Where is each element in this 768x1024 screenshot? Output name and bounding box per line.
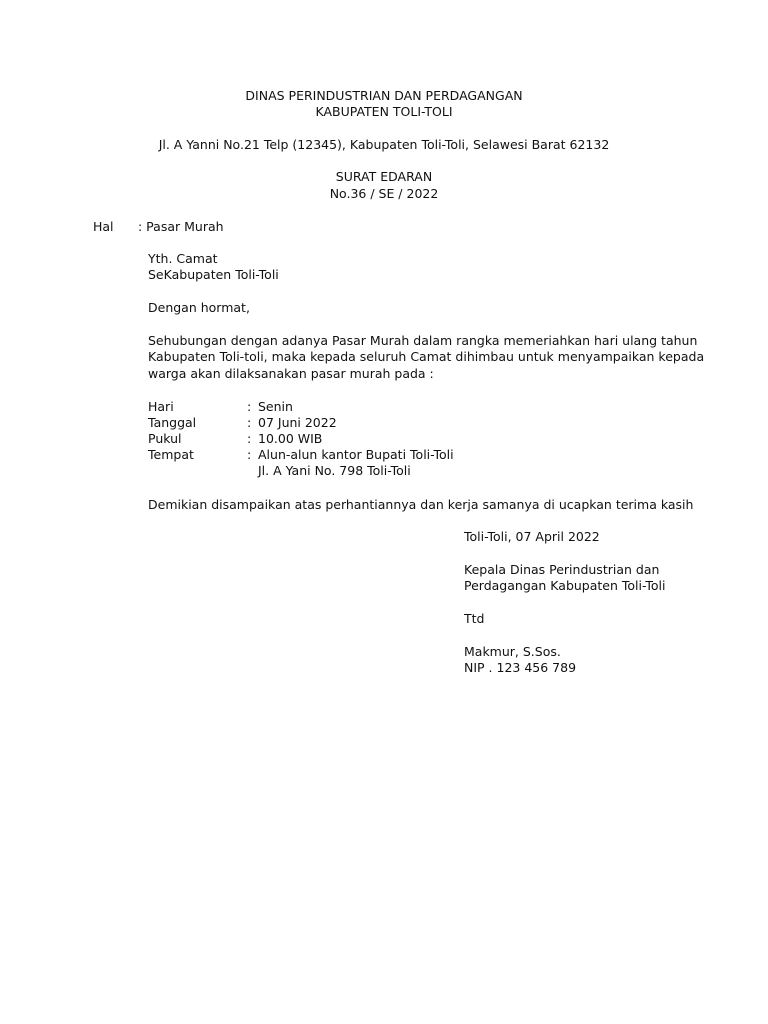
detail-value: Senin: [258, 399, 293, 414]
letter-type: SURAT EDARAN: [335, 169, 433, 184]
recipient-line2: SeKabupaten Toli-Toli: [148, 267, 279, 282]
subject-label: Hal: [93, 219, 114, 234]
signer-position-line2: Perdagangan Kabupaten Toli-Toli: [464, 578, 666, 593]
detail-label: Tanggal: [148, 415, 197, 430]
detail-label: Pukul: [148, 431, 182, 446]
signer-nip: NIP . 123 456 789: [464, 660, 577, 675]
place-date: Toli-Toli, 07 April 2022: [464, 529, 600, 544]
closing-sentence: Demikian disampaikan atas perhantiannya dan kerja samanya di ucapkan terima kasih: [148, 497, 694, 512]
detail-separator: :: [247, 399, 252, 414]
signer-name: Makmur, S.Sos.: [464, 644, 561, 659]
agency-name-line2: KABUPATEN TOLI-TOLI: [315, 104, 453, 119]
detail-label: Tempat: [148, 447, 194, 462]
body-line: warga akan dilaksanakan pasar murah pada :: [148, 366, 434, 381]
detail-value: 07 Juni 2022: [258, 415, 337, 430]
detail-row-place: [0, 447, 768, 463]
body-line: Kabupaten Toli-toli, maka kepada seluruh Camat dihimbau untuk menyampaikan kepada: [148, 349, 705, 364]
subject-value: : Pasar Murah: [138, 219, 224, 234]
detail-row-time: [0, 431, 768, 447]
detail-label: Hari: [148, 399, 174, 414]
detail-row-date: [0, 415, 768, 431]
detail-value: 10.00 WIB: [258, 431, 323, 446]
recipient-line1: Yth. Camat: [148, 251, 218, 266]
detail-place-line2: Jl. A Yani No. 798 Toli-Toli: [258, 463, 411, 478]
agency-address: Jl. A Yanni No.21 Telp (12345), Kabupaten Toli-Toli, Selawesi Barat 62132: [158, 137, 610, 152]
signer-position-line1: Kepala Dinas Perindustrian dan: [464, 562, 660, 577]
detail-separator: :: [247, 415, 252, 430]
detail-row-day: [0, 399, 768, 415]
detail-separator: :: [247, 447, 252, 462]
subject-row: [0, 219, 768, 235]
greeting: Dengan hormat,: [148, 300, 250, 315]
detail-separator: :: [247, 431, 252, 446]
body-line: Sehubungan dengan adanya Pasar Murah dalam rangka memeriahkan hari ulang tahun: [148, 333, 698, 348]
agency-name-line1: DINAS PERINDUSTRIAN DAN PERDAGANGAN: [245, 88, 523, 103]
detail-value: Alun-alun kantor Bupati Toli-Toli: [258, 447, 454, 462]
letter-number: No.36 / SE / 2022: [329, 186, 439, 201]
signature-ttd: Ttd: [464, 611, 485, 626]
